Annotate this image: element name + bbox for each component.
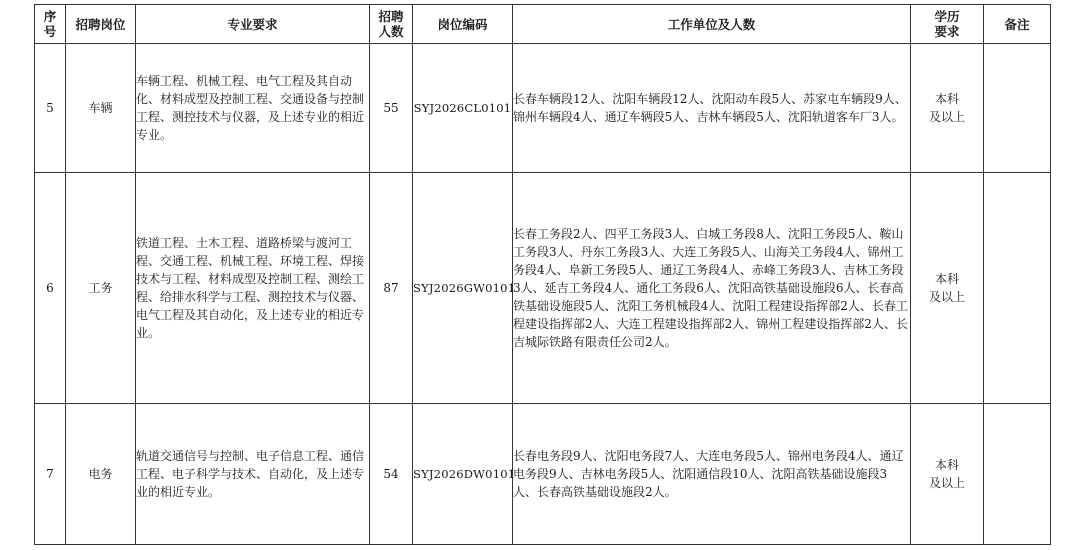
cell-count: 54 <box>370 404 413 545</box>
table-row <box>35 404 1051 545</box>
cell-major: 铁道工程、土木工程、道路桥梁与渡河工程、交通工程、机械工程、环境工程、焊接技术与工程、材料成型及控制工程、测绘工程、给排水科学与工程、测控技术与仪器、电气工程及其自动化，及上述专业的相近专业。 <box>136 173 370 404</box>
cell-education <box>911 173 984 404</box>
table-row <box>35 44 1051 173</box>
cell-education-line2: 及以上 <box>928 290 965 304</box>
header-education <box>911 5 984 44</box>
cell-code: SYJ2026CL0101 <box>413 44 513 173</box>
cell-count: 87 <box>370 173 413 404</box>
cell-education-line2: 及以上 <box>928 476 965 490</box>
header-major: 专业要求 <box>136 5 370 44</box>
header-remark: 备注 <box>984 5 1051 44</box>
cell-education <box>911 44 984 173</box>
cell-remark <box>984 44 1051 173</box>
cell-major: 轨道交通信号与控制、电子信息工程、通信工程、电子科学与技术、自动化，及上述专业的相近专业。 <box>136 404 370 545</box>
cell-position: 电务 <box>66 404 136 545</box>
header-seq-line2: 号 <box>43 24 57 39</box>
cell-major: 车辆工程、机械工程、电气工程及其自动化、材料成型及控制工程、交通设备与控制工程、测控技术与仪器，及上述专业的相近专业。 <box>136 44 370 173</box>
cell-seq: 7 <box>35 404 66 545</box>
cell-units: 长春车辆段12人、沈阳车辆段12人、沈阳动车段5人、苏家屯车辆段9人、锦州车辆段4人、通辽车辆段5人、吉林车辆段5人、沈阳轨道客车厂3人。 <box>513 44 911 173</box>
cell-code: SYJ2026DW0101 <box>413 404 513 545</box>
cell-position: 工务 <box>66 173 136 404</box>
cell-count: 55 <box>370 44 413 173</box>
cell-units: 长春电务段9人、沈阳电务段7人、大连电务段5人、锦州电务段4人、通辽电务段9人、吉林电务段5人、沈阳通信段10人、沈阳高铁基础设施段3人、长春高铁基础设施段2人。 <box>513 404 911 545</box>
cell-education <box>911 404 984 545</box>
cell-education-line1: 本科 <box>934 458 959 472</box>
cell-education-line2: 及以上 <box>928 110 965 124</box>
header-position: 招聘岗位 <box>66 5 136 44</box>
header-education-line2: 要求 <box>934 24 960 39</box>
cell-position: 车辆 <box>66 44 136 173</box>
recruitment-table <box>34 4 1051 545</box>
cell-remark <box>984 173 1051 404</box>
header-seq <box>35 5 66 44</box>
cell-seq: 6 <box>35 173 66 404</box>
cell-seq: 5 <box>35 44 66 173</box>
header-seq-line1: 序 <box>43 9 57 24</box>
cell-education-line1: 本科 <box>934 272 959 286</box>
header-code: 岗位编码 <box>413 5 513 44</box>
cell-code: SYJ2026GW0101 <box>413 173 513 404</box>
cell-education-line1: 本科 <box>934 92 959 106</box>
header-education-line1: 学历 <box>934 9 960 24</box>
header-units: 工作单位及人数 <box>513 5 911 44</box>
cell-remark <box>984 404 1051 545</box>
table-row <box>35 173 1051 404</box>
header-count <box>370 5 413 44</box>
header-count-line1: 招聘 <box>378 9 404 24</box>
header-count-line2: 人数 <box>378 24 404 39</box>
cell-units: 长春工务段2人、四平工务段3人、白城工务段8人、沈阳工务段5人、鞍山工务段3人、丹东工务段3人、大连工务段5人、山海关工务段4人、锦州工务段4人、阜新工务段5人、通辽工务段4人、赤峰工务段3人、吉林工务段3人、延吉工务段4人、通化工务段6人、沈阳高铁基础设施段6人、长春高铁基础设施段5人、沈阳工务机械段4人、沈阳工程建设指挥部2人、长春工程建设指挥部2人、大连工程建设指挥部2人、锦州工程建设指挥部2人、长吉城际铁路有限责任公司2人。 <box>513 173 911 404</box>
table-header-row <box>35 5 1051 44</box>
